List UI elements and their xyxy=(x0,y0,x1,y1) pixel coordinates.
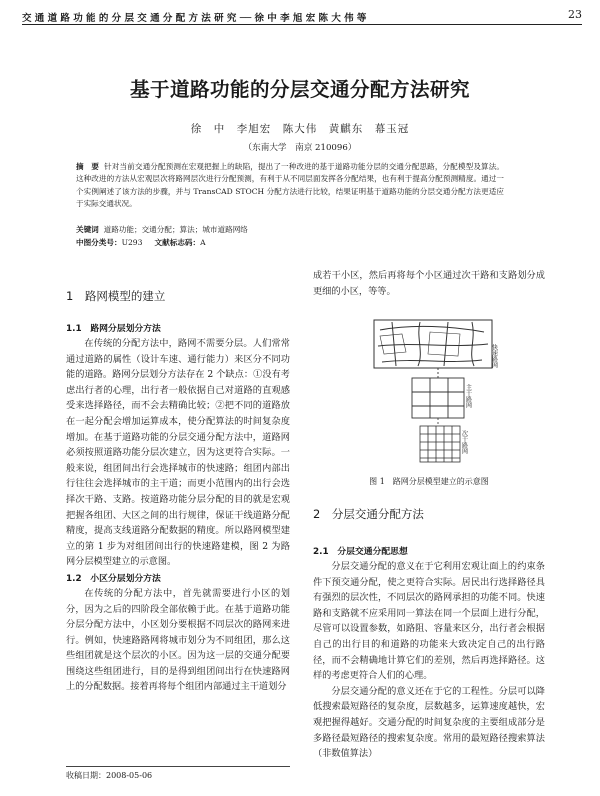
author-list: 徐 中 李旭宏 陈大伟 黄麒东 幕玉冠 xyxy=(190,123,410,135)
road-network-figure xyxy=(372,318,522,468)
abstract-label: 摘 要 xyxy=(76,162,100,171)
running-head xyxy=(22,8,582,25)
section-1-heading: 1 路网模型的建立 xyxy=(66,289,166,303)
right-column-bottom xyxy=(313,545,545,762)
paragraph: 在传统的分配方法中，首先就需要进行小区的划分，因为之后的四阶段全部依赖于此。在基于道路功能分层分配方法中，小区划分要根据不同层次的路网来进行。例如，快速路路网将城市划分为不同组团，那么这些组团就是这个层次的小区。因为这一层的交通分配要围绕这些组团进行，目的是得到组团间出行在快速路网上的分配数据。接着再将每个组团内部通过主干道划分 xyxy=(66,587,290,693)
subsection-1-1-heading: 1.1 路网分层划分方法 xyxy=(66,324,161,334)
expressway-lines xyxy=(378,322,488,366)
keywords-label: 关键词 xyxy=(76,225,99,234)
layer-frame xyxy=(420,426,460,462)
right-column-top xyxy=(313,268,545,299)
keywords-text: 道路功能；交通分配；算法；城市道路网络 xyxy=(103,225,248,234)
left-column xyxy=(66,322,290,695)
abstract-text: 针对当前交通分配预测在宏观把握上的缺陷，提出了一种改进的基于道路功能分层的交通分配思路，分配模型及算法。这种改进的方法从宏观层次将路网层次进行分配预测，有利于从不同层面发挥各分配结果，也有利于提高分配预测精度。通过一个实例阐述了该方法的步骤，并与 TransCAD STOCH 分配方法进行比较，结果证明基于道路功能的分层交通分配方法更适应于实际交通状况。 xyxy=(76,162,505,209)
doc-code-value: A xyxy=(200,238,206,247)
section-2-heading: 2 分层交通分配方法 xyxy=(313,507,424,521)
layer-frame xyxy=(412,378,464,418)
continued-paragraph: 成若干小区，然后再将每个小区通过次干路和支路划分成更细的小区，等等。 xyxy=(313,270,545,297)
expressway-layer xyxy=(374,320,492,368)
paper-title: 基于道路功能的分层交通分配方法研究 xyxy=(129,78,470,101)
expressway-layer-label: 快速路网 xyxy=(490,344,498,368)
paragraph: 在传统的分配方法中，路网不需要分层。人们常常通过道路的属性（设计车速、通行能力）来区分不同功能的道路。路网分层划分方法存在 2 个缺点：①没有考虑出行者的心理，出行者一般依据自己对道路的直观感受来选择路径，而不会去精确比较；②把不同的道路放在一起分配会增加运算成本，使分配算法的时间复杂度增加。在基于道路功能的分层交通分配方法中，道路网必须按照道路功能分层次建立，因为这更符合实际。一般来说，组团间出行会选择城市的快速路；组团内部出行往往会选择城市的主干道；而更小范围内的出行会选择次干路、支路。按道路功能分层分配的目的就是宏观把握各组团、大区之间的出行规律，保证干线道路分配精度，提高支线道路分配数据的精度。所以路网模型建立的第 1 步为对组团间出行的快速路建模，图 2 为路网分层模型建立的示意图。 xyxy=(66,338,290,568)
arterial-layer xyxy=(412,368,464,418)
abstract xyxy=(76,161,504,211)
page-number: 23 xyxy=(568,8,582,21)
collector-layer-label: 次干路网 xyxy=(460,430,468,454)
paragraph: 分层交通分配的意义还在于它的工程性。分层可以降低搜索最短路径的复杂度，层数越多，运算速度越快，宏观把握得越好。交通分配的时间复杂度的主要组成部分是多路径最短路径的搜索复杂度。常用的最短路径搜索算法（非数值算法） xyxy=(313,685,545,760)
clc-value: U293 xyxy=(121,238,143,247)
arterial-layer-label: 主干路网 xyxy=(464,384,472,408)
figure-caption: 图 1 路网分层模型建立的示意图 xyxy=(369,477,489,486)
affiliation: （东南大学 南京 210096） xyxy=(243,143,357,153)
received-date-footnote: 收稿日期：2008-05-06 xyxy=(66,766,290,781)
running-head-title: 交 通 道 路 功 能 的 分 层 交 通 分 配 方 法 研 究 ── 徐 中 李 旭 宏 陈 大 伟 等 xyxy=(22,13,367,24)
subsection-1-2-heading: 1.2 小区分层划分方法 xyxy=(66,573,161,584)
paragraph: 分层交通分配的意义在于它利用宏观让面上的约束条件下预交通分配，使之更符合实际。居民出行选择路径具有强烈的层次性，不同层次的路网承担的功能不同。快速路和支路就不应采用同一算法在同一个层面上进行分配，尽管可以设置参数，如路阻、容量来区分，出行者会根据自己的出行目的和道路的功能来大致决定自己的出行路径，而不会精确地计算它们的差别，然后再选择路径。这样的考虑更符合人们的心理。 xyxy=(313,561,545,682)
keywords xyxy=(76,224,504,236)
classification xyxy=(76,237,504,249)
collector-layer xyxy=(420,418,460,462)
doc-code-label: 文献标志码： xyxy=(154,238,201,247)
subsection-2-1-heading: 2.1 分层交通分配思想 xyxy=(313,547,408,557)
collector-grid xyxy=(420,426,460,462)
clc-label: 中图分类号： xyxy=(76,238,122,247)
arterial-grid xyxy=(412,378,464,418)
